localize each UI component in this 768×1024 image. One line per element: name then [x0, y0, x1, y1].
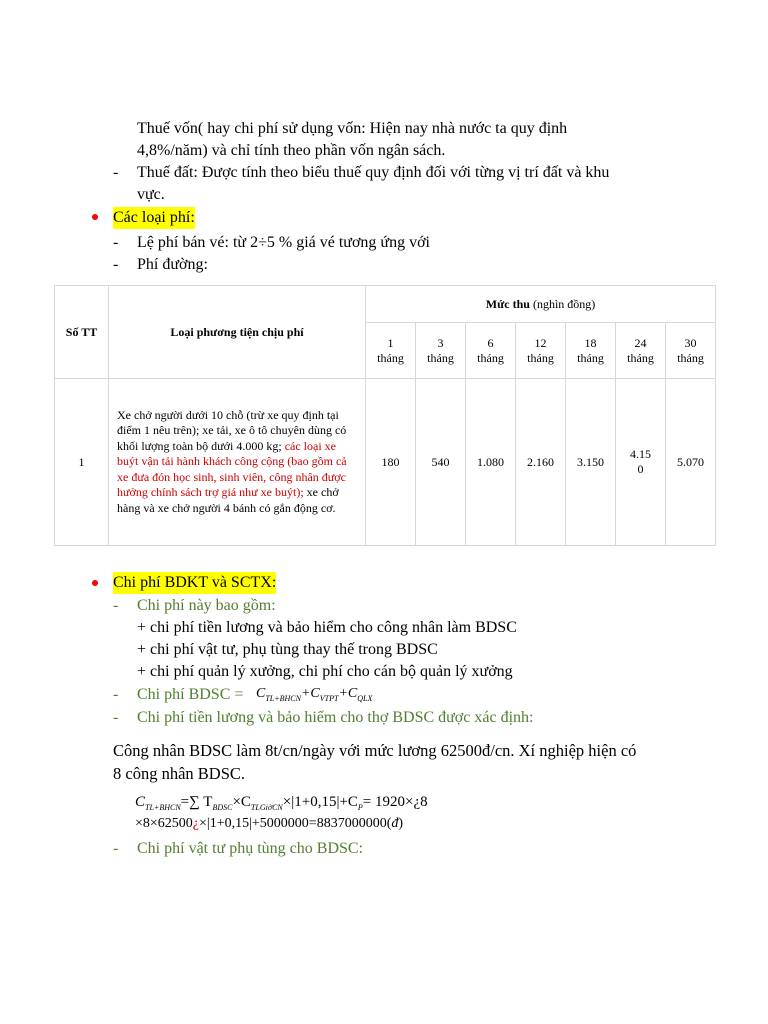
text-thue-von-1: Thuế vốn( hay chi phí sử dụng vốn: Hiện nay nhà nước ta quy định [137, 120, 568, 137]
text-vat-tu: Chi phí vật tư phụ tùng cho BDSC: [137, 840, 364, 857]
table-cell-value: 540 [416, 379, 466, 546]
bullet-icon [92, 580, 98, 586]
table-cell-description: Xe chở người dưới 10 chỗ (trừ xe quy định tại điểm 1 nêu trên); xe tải, xe ô tô chuyên dùng có khối lượng toàn bộ dưới 4.000 kg; các loại xe buýt vận tải hành khách công cộng (bao gồm cả xe đưa đón học sinh, sinh viên, công nhân được hưởng chính sách trợ giá như xe buýt); xe chở hàng và xe chở người 4 bánh có gắn động cơ. [109, 379, 366, 546]
text-bdsc-formula-label: Chi phí BDSC = [137, 686, 244, 703]
month-header: 18 tháng [566, 323, 616, 379]
header-muc-thu [366, 286, 716, 323]
text-bao-gom: Chi phí này bao gồm: [137, 597, 276, 614]
header-muc-thu-unit: (nghìn đồng) [529, 296, 596, 311]
table-cell-value: 3.150 [566, 379, 616, 546]
text-cong-nhan-2: 8 công nhân BDSC. [113, 764, 245, 783]
dash-marker: - [113, 164, 119, 181]
table-cell-stt: 1 [55, 379, 109, 546]
text-cong-nhan-1: Công nhân BDSC làm 8t/cn/ngày với mức lương 62500đ/cn. Xí nghiệp hiện có [113, 741, 637, 760]
dash-marker: - [113, 256, 119, 273]
month-header: 12 tháng [516, 323, 566, 379]
month-header: 1 tháng [366, 323, 416, 379]
formula-main-line-2: ×8×62500¿×|1+0,15|+5000000=8837000000(đ) [135, 816, 404, 831]
dash-marker: - [113, 597, 119, 614]
table-cell-value: 2.160 [516, 379, 566, 546]
dash-marker: - [113, 686, 119, 703]
text-phi-duong: Phí đường: [137, 256, 208, 273]
fee-table [54, 285, 716, 546]
dash-marker: - [113, 234, 119, 251]
text-thue-dat-1: Thuế đất: Được tính theo biểu thuế quy định đối với từng vị trí đất và khu [137, 164, 610, 181]
formula-main-line-1: $C_{TL+BHCN}=\sum$ $T_{BDSC}\times C_{TLGiờCN}\times|1+0,15|+C_P=$ 1920×¿8 [135, 794, 428, 812]
bullet-icon [92, 214, 98, 220]
table-cell-value: 180 [366, 379, 416, 546]
heading-cac-loai-phi: Các loại phí: [113, 207, 195, 229]
text-item-2: + chi phí vật tư, phụ tùng thay thế trong BDSC [137, 641, 438, 658]
header-muc-thu-label: Mức thu [485, 296, 530, 311]
dash-marker: - [113, 709, 119, 726]
table-cell-value: 5.070 [666, 379, 716, 546]
header-loai-phuong-tien: Loại phương tiện chịu phí [109, 286, 366, 379]
dash-marker: - [113, 840, 119, 857]
header-so-tt: Số TT [55, 286, 109, 379]
month-header: 6 tháng [466, 323, 516, 379]
text-thue-dat-2: vực. [137, 186, 165, 203]
text-item-3: + chi phí quản lý xưởng, chi phí cho cán bộ quản lý xưởng [137, 663, 513, 680]
table-cell-value: 4.15 0 [616, 379, 666, 546]
heading-chi-phi-bdkt: Chi phí BDKT và SCTX: [113, 572, 276, 594]
month-header: 24 tháng [616, 323, 666, 379]
text-item-1: + chi phí tiền lương và bảo hiểm cho công nhân làm BDSC [137, 619, 517, 636]
table-cell-value: 1.080 [466, 379, 516, 546]
month-header: 30 tháng [666, 323, 716, 379]
month-header: 3 tháng [416, 323, 466, 379]
text-le-phi: Lệ phí bán vé: từ 2÷5 % giá vé tương ứng với [137, 234, 430, 251]
text-tien-luong: Chi phí tiền lương và bảo hiểm cho thợ BDSC được xác định: [137, 709, 534, 726]
formula-bdsc: $C_{TL+BHCN}+C_{VTPT}+C_{QLX}$ [256, 686, 373, 703]
text-thue-von-2: 4,8%/năm) và chỉ tính theo phần vốn ngân sách. [137, 142, 446, 159]
